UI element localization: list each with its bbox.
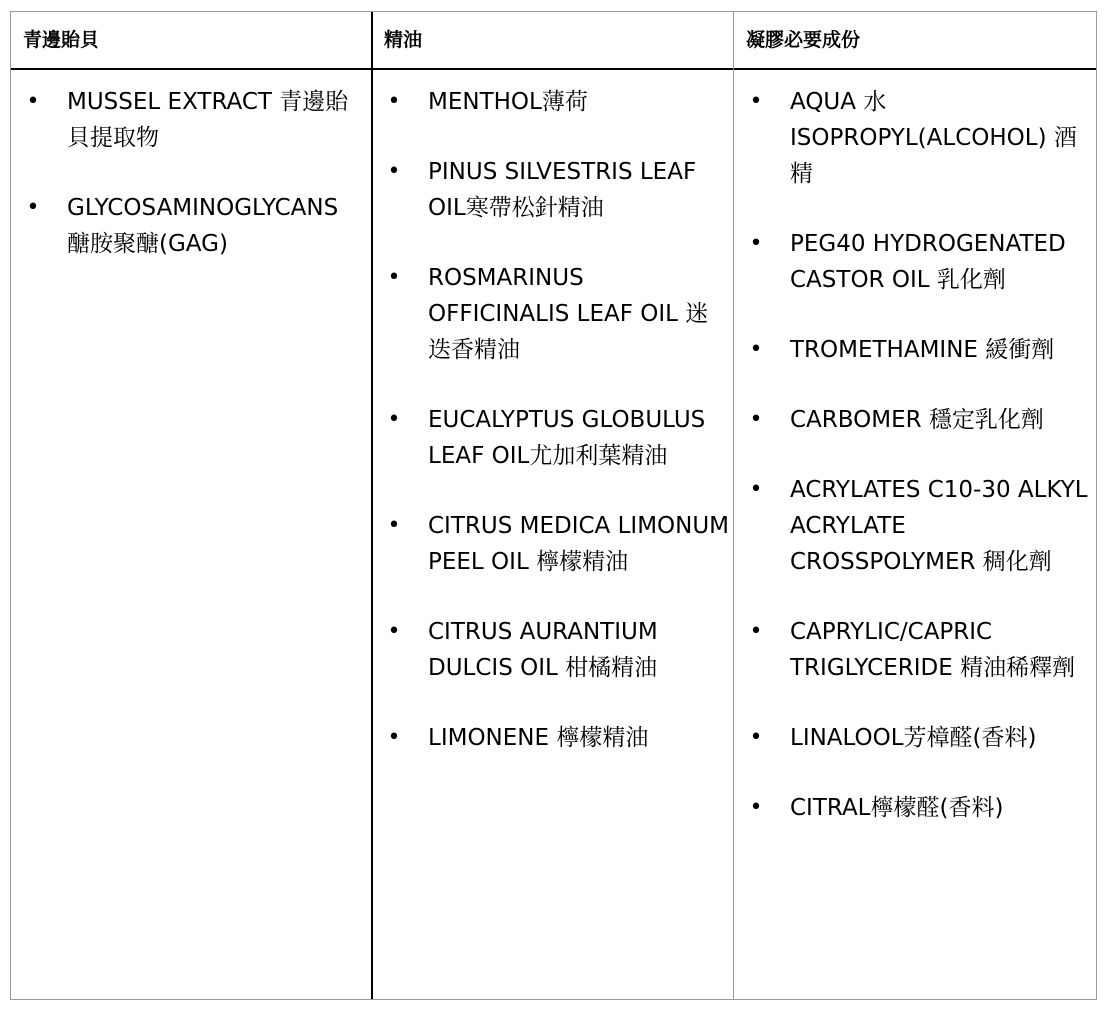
list-item bbox=[372, 84, 734, 120]
header-mussel: 青邊貽貝 bbox=[23, 29, 100, 51]
list-item bbox=[734, 402, 1096, 438]
list-item bbox=[734, 84, 1096, 192]
ingredient-text: CITRUS AURANTIUM DULCIS OIL 柑橘精油 bbox=[428, 619, 658, 681]
list-item bbox=[372, 402, 734, 474]
bullet-icon: • bbox=[749, 477, 763, 502]
ingredient-text: CAPRYLIC/CAPRIC TRIGLYCERIDE 精油稀釋劑 bbox=[790, 619, 1076, 681]
list-item bbox=[372, 260, 734, 368]
bullet-icon: • bbox=[387, 619, 401, 644]
cell-gel-ingredients bbox=[734, 70, 1096, 999]
ingredient-text: LINALOOL芳樟醛(香料) bbox=[790, 725, 1037, 751]
bullet-icon: • bbox=[387, 725, 401, 750]
list-item bbox=[734, 472, 1096, 580]
list-item bbox=[734, 790, 1096, 826]
header-gel-ingredients: 凝膠必要成份 bbox=[746, 29, 861, 51]
bullet-icon: • bbox=[749, 89, 763, 114]
ingredient-text: MENTHOL薄荷 bbox=[428, 89, 588, 115]
bullet-icon: • bbox=[749, 725, 763, 750]
list-item bbox=[372, 508, 734, 580]
ingredient-text: ACRYLATES C10-30 ALKYL ACRYLATE CROSSPOLYMER 稠化劑 bbox=[790, 477, 1088, 575]
ingredient-text: CITRAL檸檬醛(香料) bbox=[790, 795, 1004, 821]
ingredient-text: ROSMARINUS OFFICINALIS LEAF OIL 迷迭香精油 bbox=[428, 265, 709, 363]
gel-ingredient-list bbox=[734, 84, 1096, 826]
bullet-icon: • bbox=[387, 407, 401, 432]
bullet-icon: • bbox=[26, 195, 40, 220]
ingredient-text: CITRUS MEDICA LIMONUM PEEL OIL 檸檬精油 bbox=[428, 513, 730, 575]
list-item bbox=[372, 154, 734, 226]
cell-mussel-ingredients bbox=[11, 70, 372, 999]
bullet-icon: • bbox=[749, 795, 763, 820]
bullet-icon: • bbox=[749, 407, 763, 432]
list-item bbox=[11, 84, 372, 156]
ingredient-text: GLYCOSAMINOGLYCANS 醣胺聚醣(GAG) bbox=[67, 195, 339, 257]
list-item bbox=[372, 720, 734, 756]
list-item bbox=[734, 614, 1096, 686]
ingredient-text: TROMETHAMINE 緩衝劑 bbox=[790, 337, 1055, 363]
list-item bbox=[11, 190, 372, 262]
cell-essential-oils bbox=[372, 70, 734, 999]
list-item bbox=[372, 614, 734, 686]
ingredient-text: CARBOMER 穩定乳化劑 bbox=[790, 407, 1044, 433]
ingredient-text: LIMONENE 檸檬精油 bbox=[428, 725, 649, 751]
header-essential-oils: 精油 bbox=[384, 29, 423, 51]
bullet-icon: • bbox=[387, 265, 401, 290]
list-item bbox=[734, 332, 1096, 368]
bullet-icon: • bbox=[387, 513, 401, 538]
list-item bbox=[734, 720, 1096, 756]
ingredient-text: PINUS SILVESTRIS LEAF OIL寒帶松針精油 bbox=[428, 159, 697, 221]
ingredients-table bbox=[10, 11, 1097, 1000]
essential-oil-list bbox=[372, 84, 734, 756]
ingredient-text: AQUA 水 ISOPROPYL(ALCOHOL) 酒精 bbox=[790, 89, 1077, 187]
bullet-icon: • bbox=[749, 619, 763, 644]
ingredient-text: PEG40 HYDROGENATED CASTOR OIL 乳化劑 bbox=[790, 231, 1066, 293]
ingredient-text: MUSSEL EXTRACT 青邊貽貝提取物 bbox=[67, 89, 349, 151]
bullet-icon: • bbox=[749, 337, 763, 362]
table-header-row bbox=[11, 12, 1096, 70]
bullet-icon: • bbox=[387, 89, 401, 114]
bullet-icon: • bbox=[387, 159, 401, 184]
bullet-icon: • bbox=[749, 231, 763, 256]
mussel-ingredient-list bbox=[11, 84, 372, 262]
list-item bbox=[734, 226, 1096, 298]
bullet-icon: • bbox=[26, 89, 40, 114]
ingredient-text: EUCALYPTUS GLOBULUS LEAF OIL尤加利葉精油 bbox=[428, 407, 706, 469]
